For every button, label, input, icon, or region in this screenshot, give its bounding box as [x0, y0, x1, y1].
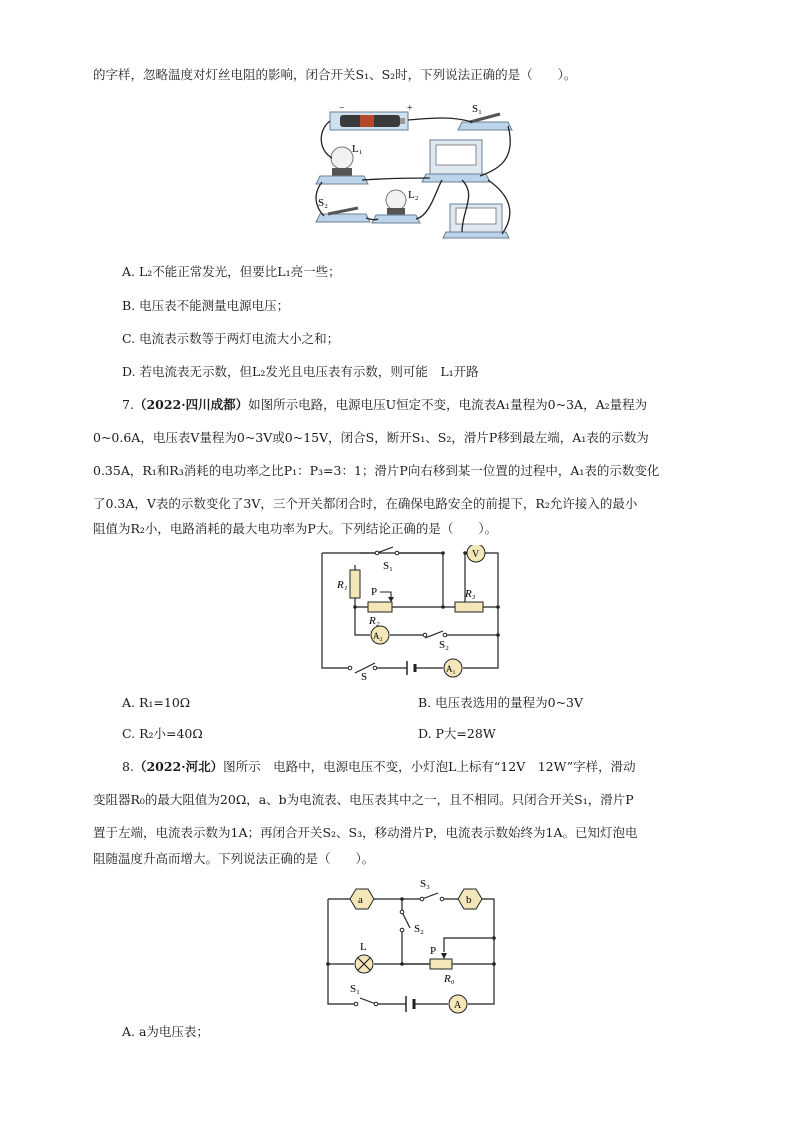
q6-option-d: D. 若电流表无示数，但L₂发光且电压表有示数，则可能 L₁开路: [122, 364, 479, 379]
label-p: P: [371, 586, 378, 598]
switch-s1-icon: [458, 114, 512, 130]
resistor-r0: [430, 959, 452, 969]
q8-option-a: A. a为电压表；: [122, 1024, 209, 1039]
label-s2: S₂: [414, 923, 424, 935]
label-a2: A₂: [373, 631, 383, 641]
q7-circuit-diagram: [315, 545, 507, 680]
q7-number: 7.: [122, 397, 134, 412]
label-s: S: [361, 671, 368, 680]
q7-line-1: [122, 396, 647, 414]
q6-option-c: C. 电流表示数等于两灯电流大小之和；: [122, 331, 340, 346]
battery-minus-label: −: [339, 103, 345, 114]
label-s1: S₁: [350, 983, 360, 995]
label-l2: L₂: [408, 189, 419, 201]
q8-text-1: 图所示 电路中，电源电压不变，小灯泡L上标有“12V 12W”字样，滑动: [223, 759, 636, 774]
label-s1: S₁: [472, 103, 482, 115]
label-v: V: [472, 549, 480, 560]
resistor-r2: [368, 602, 392, 612]
q8-line-2: 变阻器R₀的最大阻值为20Ω，a、b为电流表、电压表其中之一，且不相同。只闭合开关S₁，滑片P: [93, 792, 634, 807]
label-b: b: [466, 894, 472, 906]
q6-circuit-figure: [312, 100, 522, 240]
battery-plus-label: +: [407, 103, 413, 114]
label-r2: R₂: [369, 615, 380, 627]
label-p: P: [430, 945, 437, 957]
label-r0: R₀: [444, 973, 455, 985]
q7-line-3: 0.35A，R₁和R₃消耗的电功率之比P₁：P₃=3：1；滑片P向右移到某一位置的过程中，A₁表的示数变化: [93, 463, 660, 478]
battery-icon: [330, 112, 408, 130]
q6-option-a: A. L₂不能正常发光，但要比L₁亮一些；: [122, 264, 341, 279]
q7-option-a: A. R₁=10Ω: [122, 695, 191, 710]
label-s2: S₂: [318, 197, 328, 209]
label-ammeter: A: [454, 1000, 462, 1011]
label-r3: R₃: [465, 588, 476, 600]
q6-option-b: B. 电压表不能测量电源电压；: [122, 298, 290, 313]
q7-text-1: 如图所示电路，电源电压U恒定不变，电流表A₁量程为0~3A，A₂量程为: [248, 397, 648, 412]
label-r1: R₁: [337, 579, 348, 591]
q8-line-4: 阻随温度升高而增大。下列说法正确的是（ ）。: [93, 851, 375, 866]
q8-source: （2022·河北）: [133, 759, 224, 774]
q8-line-1: [122, 758, 636, 776]
label-s3: S₃: [420, 878, 430, 890]
q7-source: （2022·四川成都）: [133, 397, 249, 412]
label-a: a: [358, 894, 363, 906]
resistor-r1: [350, 570, 360, 598]
label-l: L: [360, 941, 367, 953]
label-s2: S₂: [439, 639, 449, 651]
meter-top-icon: [422, 140, 490, 182]
label-a1: A₁: [446, 664, 456, 674]
q7-line-5: 阻值为R₂小，电路消耗的最大电功率为P大。下列结论正确的是（ ）。: [93, 521, 498, 536]
label-s1: S₁: [383, 560, 393, 572]
q7-option-c: C. R₂小=40Ω: [122, 726, 203, 741]
q8-circuit-diagram: [318, 872, 500, 1022]
q8-line-3: 置于左端，电流表示数为1A；再闭合开关S₂、S₃，移动滑片P，电流表示数始终为1A。已知灯泡电: [93, 825, 638, 840]
resistor-r3: [455, 602, 483, 612]
meter-bottom-icon: [443, 204, 509, 238]
q7-option-b: B. 电压表选用的量程为0~3V: [418, 695, 584, 710]
q7-line-2: 0~0.6A，电压表V量程为0~3V或0~15V，闭合S，断开S₁、S₂，滑片P移到最左端，A₁表的示数为: [93, 430, 649, 445]
q7-option-d: D. P大=28W: [418, 726, 496, 741]
label-l1: L₁: [352, 143, 363, 155]
q8-number: 8.: [122, 759, 134, 774]
switch-s2-icon: [316, 208, 370, 222]
q6-intro: 的字样，忽略温度对灯丝电阻的影响，闭合开关S₁、S₂时，下列说法正确的是（ ）。: [93, 67, 577, 82]
q7-line-4: 了0.3A，V表的示数变化了3V，三个开关都闭合时，在确保电路安全的前提下，R₂允许接入的最小: [93, 496, 638, 511]
